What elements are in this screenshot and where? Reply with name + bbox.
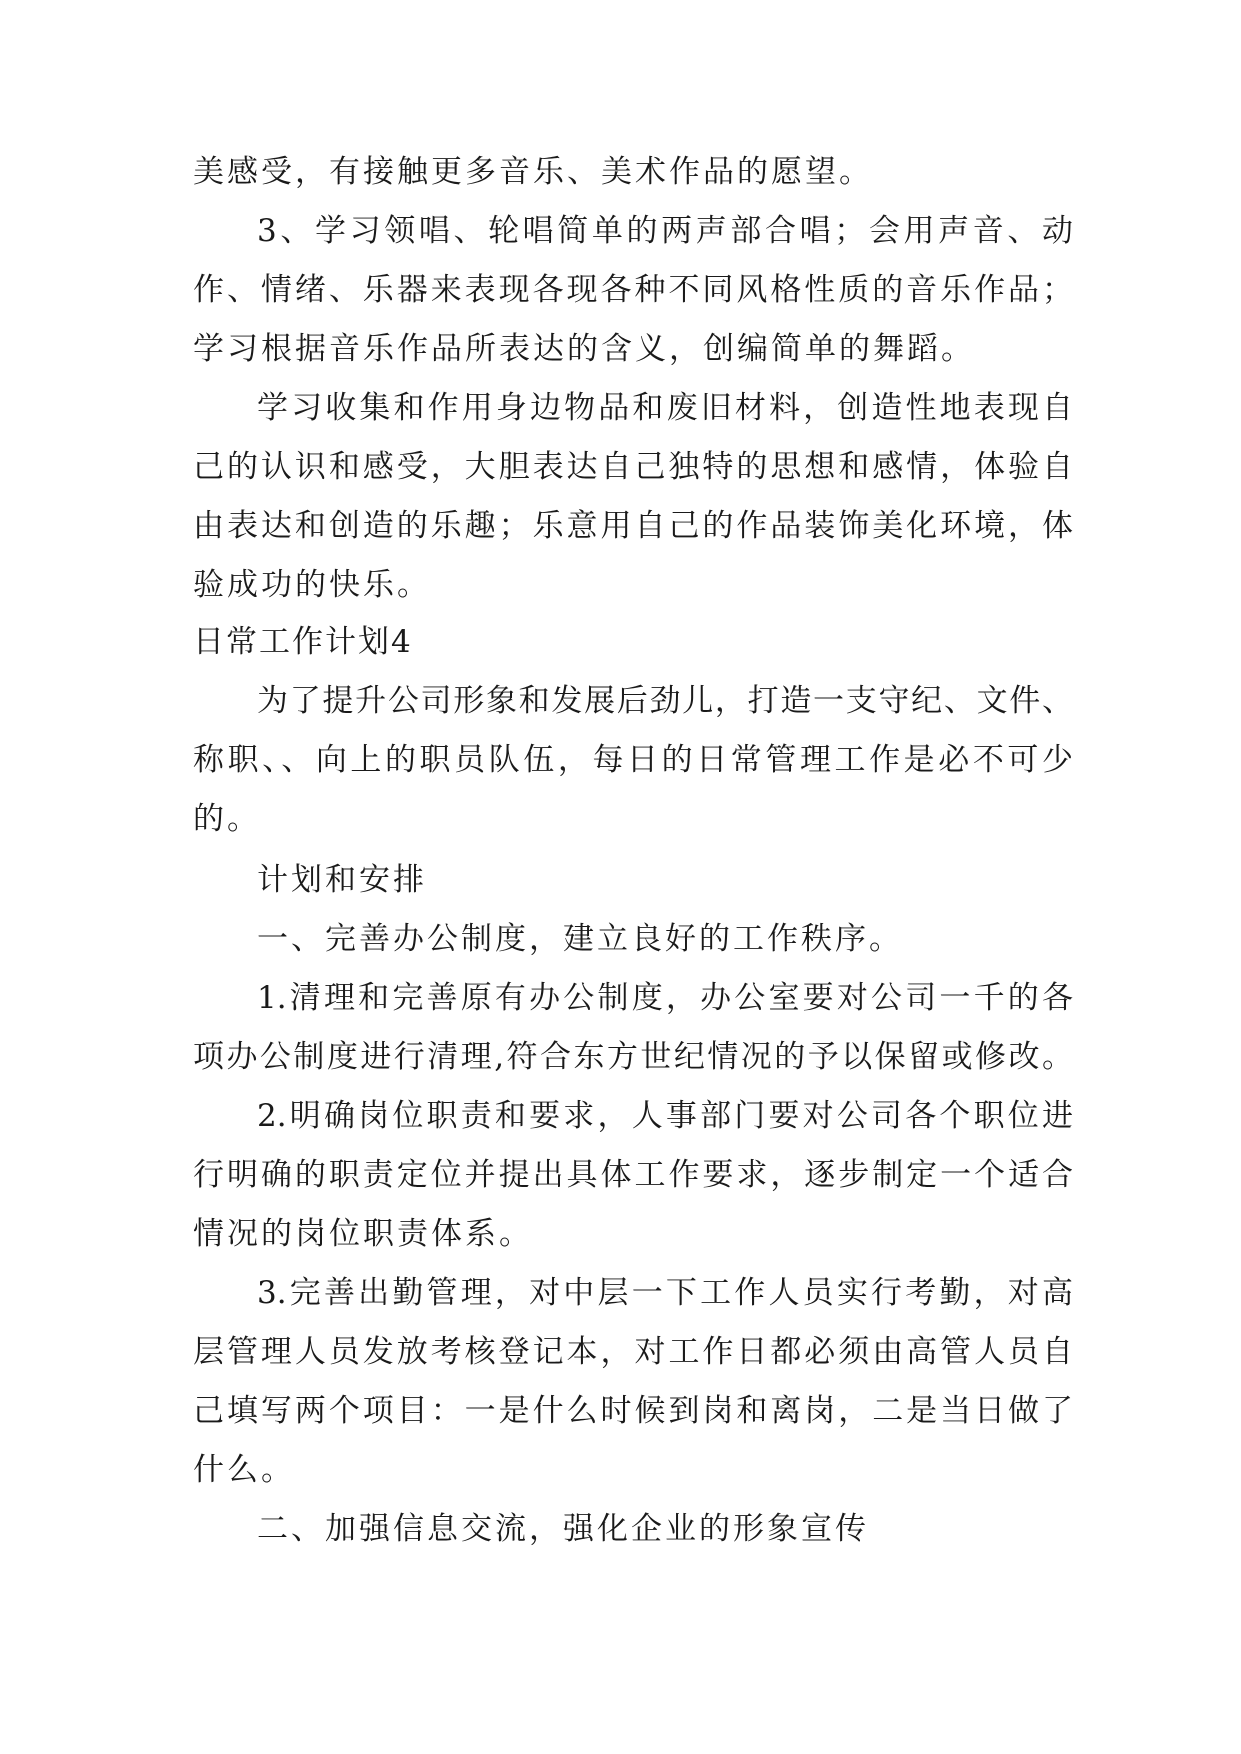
text-line: 验成功的快乐。 xyxy=(193,567,431,603)
text-line: 的。 xyxy=(193,801,261,837)
text-line: 情况的岗位职责体系。 xyxy=(193,1216,533,1252)
text-line: 行明确的职责定位并提出具体工作要求，逐步制定一个适合 xyxy=(193,1157,1073,1193)
text-line: 己填写两个项目：一是什么时候到岗和离岗，二是当日做了 xyxy=(193,1393,1073,1429)
text-line: 什么。 xyxy=(193,1452,295,1488)
section-heading: 日常工作计划4 xyxy=(193,624,413,660)
text-line: 一、完善办公制度，建立良好的工作秩序。 xyxy=(257,921,903,957)
text-line: 作、情绪、乐器来表现各现各种不同风格性质的音乐作品； xyxy=(193,272,1073,308)
text-line: 己的认识和感受，大胆表达自己独特的思想和感情，体验自 xyxy=(193,449,1073,485)
text-line: 1.清理和完善原有办公制度，办公室要对公司一千的各 xyxy=(257,980,1073,1016)
text-line: 学习根据音乐作品所表达的含义，创编简单的舞蹈。 xyxy=(193,331,975,367)
text-line: 2.明确岗位职责和要求，人事部门要对公司各个职位进 xyxy=(257,1098,1073,1134)
text-line: 为了提升公司形象和发展后劲儿，打造一支守纪、文件、 xyxy=(257,683,1073,719)
text-line: 由表达和创造的乐趣；乐意用自己的作品装饰美化环境，体 xyxy=(193,508,1073,544)
text-line: 3.完善出勤管理，对中层一下工作人员实行考勤，对高 xyxy=(257,1275,1073,1311)
text-line: 美感受，有接触更多音乐、美术作品的愿望。 xyxy=(193,154,873,190)
text-line: 项办公制度进行清理,符合东方世纪情况的予以保留或修改。 xyxy=(193,1039,1073,1075)
text-line: 学习收集和作用身边物品和废旧材料，创造性地表现自 xyxy=(257,390,1073,426)
text-line: 二、加强信息交流，强化企业的形象宣传 xyxy=(257,1511,869,1547)
subheading: 计划和安排 xyxy=(257,862,427,898)
text-line: 3、学习领唱、轮唱简单的两声部合唱；会用声音、动 xyxy=(257,213,1073,249)
text-line: 层管理人员发放考核登记本，对工作日都必须由高管人员自 xyxy=(193,1334,1073,1370)
text-line: 称职、、向上的职员队伍，每日的日常管理工作是必不可少 xyxy=(193,742,1073,778)
